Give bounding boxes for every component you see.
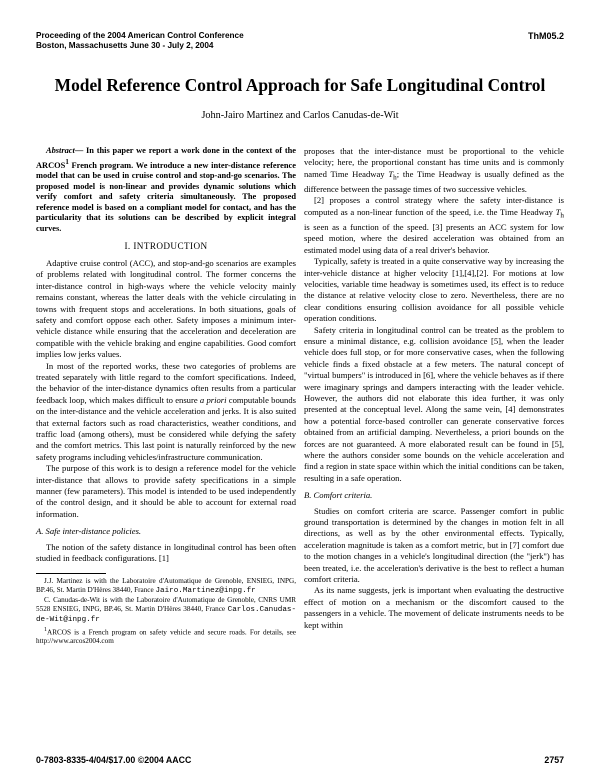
right-paragraph-2 bbox=[304, 195, 564, 256]
right-paragraph-2-b: is seen as a function of the speed. [3] presents an ACC system for low speed motion, where the desired acceleration was obtained from an estimated model using data of a real driver's behavior. bbox=[304, 221, 564, 255]
footnote-rule bbox=[36, 573, 106, 574]
time-headway-subscript: h bbox=[393, 173, 397, 182]
time-headway-symbol-2: T bbox=[555, 206, 561, 217]
proceedings-line-1: Proceeding of the 2004 American Control Conference bbox=[36, 31, 244, 40]
left-column bbox=[36, 146, 296, 646]
abstract-dash: — bbox=[74, 146, 87, 155]
intro-paragraph-1: Adaptive cruise control (ACC), and stop-and-go scenarios are examples of problems related with longitudinal control. The former concerns the inter-distance control in high-ways where the vehicle velocity mainly remains constant, whereas the latter deals with the vehicle circulating in towns with frequent stops and accelerations. In both situations, goals of safety and comfort oppose each other. Safety imposes a minimum inter-vehicle distance while ensuring that the acceleration and deceleration are compatible with the vehicle braking and engine capabilities. Good comfort implies low jerks values. bbox=[36, 257, 296, 360]
right-column bbox=[304, 146, 564, 631]
intro-paragraph-2 bbox=[36, 361, 296, 464]
right-paragraph-1-b: ; the Time Headway is usually defined as the difference between the passage times of two successive vehicles. bbox=[304, 168, 565, 194]
proceedings-header bbox=[36, 31, 244, 51]
right-paragraph-2-a: [2] proposes a control strategy where the safety inter-distance is computed as a non-linear function of the speed, i.e. the Time Headway bbox=[304, 195, 564, 217]
footnote-arcos-text: ARCOS is a French program on safety vehicle and secure roads. For details, see http://www.arcos2004.com bbox=[36, 627, 296, 646]
abstract-footnote-mark: 1 bbox=[65, 157, 69, 166]
footnote-author-1-text: J.J. Martinez is with the Laboratoire d'Automatique de Grenoble, ENSIEG, INPG, BP.46, St. Martin D'Hères 38440, France bbox=[36, 576, 296, 594]
subsection-heading-comfort-criteria: B. Comfort criteria. bbox=[304, 490, 373, 501]
abstract-text-a: In this paper we report a work done in the context of the ARCOS bbox=[36, 146, 296, 170]
abstract-label: Abstract bbox=[46, 146, 75, 155]
paper-title: Model Reference Control Approach for Safe Longitudinal Control bbox=[54, 75, 546, 95]
right-paragraph-6: As its name suggests, jerk is important when evaluating the destructive effect of motion on a mechanism or the discomfort caused to the passengers in a vehicle. The movement of delicate instruments needs to be kept within bbox=[304, 585, 564, 630]
right-paragraph-1-a: proposes that the inter-distance must be proportional to the vehicle velocity; here, the proportional constant has time units and is commonly named Time Headway bbox=[304, 146, 564, 179]
subsection-a-paragraph: The notion of the safety distance in longitudinal control has been often studied in feedback configurations. [1] bbox=[36, 541, 296, 564]
isbn-copyright: 0-7803-8335-4/04/$17.00 ©2004 AACC bbox=[36, 755, 192, 765]
footnote-author-1-email: Jairo.Martinez@inpg.fr bbox=[155, 586, 256, 595]
subsection-heading-safe-inter-distance: A. Safe inter-distance policies. bbox=[36, 526, 142, 537]
footnote-author-2-text: C. Canudas-de-Wit is with the Laboratoire d'Automatique de Grenoble, CNRS UMR 5528 ENSIEG, INPG, BP.46, St. Martin D'Hères 38440, France bbox=[36, 595, 296, 614]
session-code: ThM05.2 bbox=[527, 31, 564, 41]
page-number: 2757 bbox=[544, 755, 564, 765]
time-headway-subscript-2: h bbox=[560, 211, 564, 220]
footnote-author-2-email: Carlos.Canudas-de-Wit@inpg.fr bbox=[36, 606, 296, 625]
time-headway-symbol: T bbox=[388, 168, 394, 179]
intro-paragraph-2-emphasis: a priori bbox=[199, 394, 227, 405]
abstract-text-b: French program. We introduce a new inter-distance reference model that can be used in cruise control and stop-and-go scenarios. The proposed model is non-linear and provides dynamic solutions which verify comfort and safety criteria simultaneously. The proposed reference model is based on a compliant model for contact, and has the particularity that its solutions can be described by explicit integral curves. bbox=[36, 160, 296, 233]
proceedings-line-2: Boston, Massachusetts June 30 - July 2, 2004 bbox=[36, 41, 214, 50]
footnote-author-2 bbox=[36, 596, 296, 626]
right-paragraph-4: Safety criteria in longitudinal control can be treated as the problem to ensure a minimal distance, e.g. collision avoidance [5], when the leader vehicle does full stop, or for more conservative cases, when the following vehicle finds a fixed obstacle at a few meters. The natural concept of "virtual bumpers" is introduced in [6], where the vehicle behaves as if there were imaginary springs and dampers interacting with the leader vehicle. However, the authors did not elaborate this idea further, it was only presented at the conceptual level. Along the same vein, [4] demonstrates how a potential force-based controller can generate conservative forces obtained from an artificial damping. Nevertheless, a priori bounds on the forces are not guaranteed. A more elaborated result can be found in [5], where the authors consider some bounds on the vehicle acceleration and find a region in state space within which the initial conditions can be taken, resulting in a safe operation. bbox=[304, 324, 564, 483]
footnote-author-1 bbox=[36, 577, 296, 596]
right-paragraph-1 bbox=[304, 146, 564, 195]
footnote-arcos bbox=[36, 626, 296, 647]
abstract bbox=[36, 146, 296, 235]
intro-paragraph-2-a: In most of the reported works, these two categories of problems are treated separately with little regard to the comfort specifications. Indeed, the behavior of the inter-distance dynamics often results from a particular feedback loop, which makes difficult to ensure bbox=[36, 360, 296, 405]
right-paragraph-3: Typically, safety is treated in a quite conservative way by increasing the inter-vehicle distance at higher velocity [1],[4],[2]. For motions at low velocities, variable time headway is sometimes used, its effect is to reduce the distance at relative velocity close to zero. Nevertheless, there are no clear conditions ensuring collision avoidance for all possible vehicle operation conditions. bbox=[304, 256, 564, 324]
paper-authors: John-Jairo Martinez and Carlos Canudas-de-Wit bbox=[201, 110, 399, 121]
intro-paragraph-2-b: computable bounds on the inter-distance and the vehicle acceleration and jerks. It is also suited that external factors such as road characteristics, weather conditions, and traffic load (among others), must be considered while defying the safety and the comfort metrics. This last point is naturally reinforced by the new safety programs including vehicles/infrastructure communication. bbox=[36, 394, 296, 462]
footnote-arcos-mark: 1 bbox=[44, 626, 47, 633]
section-heading-introduction: I. INTRODUCTION bbox=[124, 240, 208, 251]
right-paragraph-5: Studies on comfort criteria are scarce. Passenger comfort in public ground transportation is determined by the changes in motion felt in all directions, as well as by the other environmental effects. Typically, acceleration magnitude is taken as a comfort metric, but in [7] comfort due to the motion changes in a vehicle's longitudinal direction (the "jerk") has been treated, i.e. the acceleration's derivative is the best to reflect a human comfort criteria. bbox=[304, 505, 564, 585]
intro-paragraph-3: The purpose of this work is to design a reference model for the vehicle inter-distance that allows to provide safety specifications in a simple manner (few parameters). This model is intended to be used independently of the control design, and it should be able to account for external road information. bbox=[36, 463, 296, 519]
